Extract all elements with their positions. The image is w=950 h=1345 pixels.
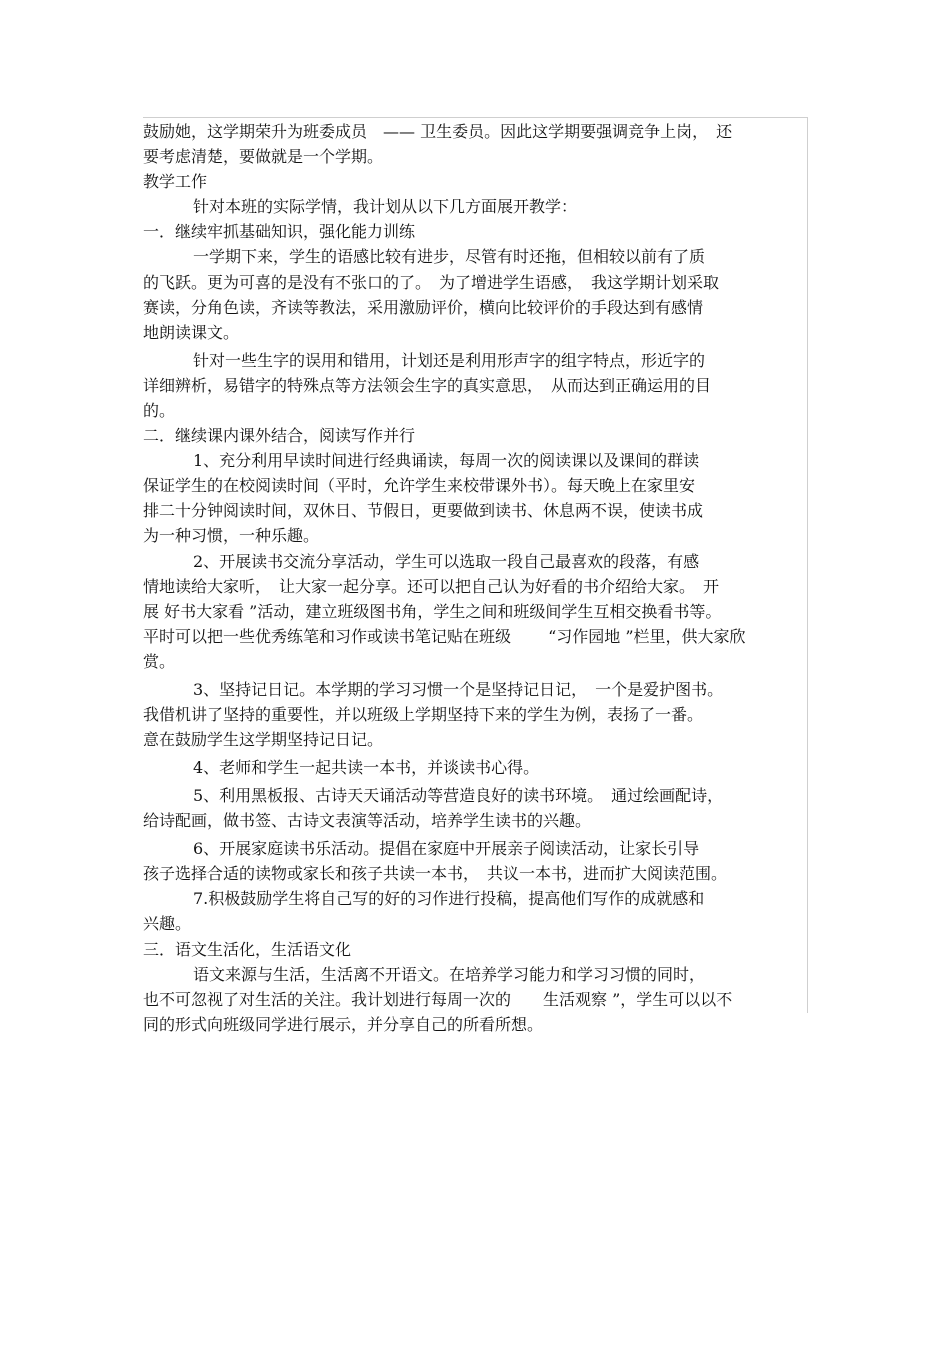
text-line: 赏。 xyxy=(143,651,176,671)
text-line: 3、坚持记日记。本学期的学习习惯一个是坚持记日记， 一个是爱护图书。 xyxy=(193,679,724,699)
text-line: 孩子选择合适的读物或家长和孩子共读一本书， 共议一本书，进而扩大阅读范围。 xyxy=(143,864,728,884)
text-line: 的飞跃。更为可喜的是没有不张口的了。 为了增进学生语感， 我这学期计划采取 xyxy=(143,272,720,292)
text-line: 鼓励她，这学期荣升为班委成员 —— 卫生委员。因此这学期要强调竞争上岗， 还 xyxy=(143,122,733,141)
text-line: 保证学生的在校阅读时间（平时，允许学生来校带课外书）。每天晚上在家里安 xyxy=(143,476,696,496)
text-line: 一学期下来，学生的语感比较有进步，尽管有时还拖，但相较以前有了质 xyxy=(193,247,706,267)
text-line: 平时可以把一些优秀练笔和习作或读书笔记贴在班级 “习作园地 ”栏里，供大家欣 xyxy=(143,626,746,646)
text-line: 意在鼓励学生这学期坚持记日记。 xyxy=(143,730,384,750)
text-line: 5、利用黑板报、古诗天天诵活动等营造良好的读书环境。 通过绘画配诗， xyxy=(193,786,724,806)
text-line: 情地读给大家听， 让大家一起分享。还可以把自己认为好看的书介绍给大家。 开 xyxy=(143,576,720,596)
text-line: 展 好书大家看 ”活动，建立班级图书角，学生之间和班级间学生互相交换看书等。 xyxy=(143,601,722,621)
text-line: 针对本班的实际学情，我计划从以下几方面展开教学： xyxy=(193,197,578,217)
text-line: 1、充分利用早读时间进行经典诵读，每周一次的阅读课以及课间的群读 xyxy=(193,451,700,471)
text-line: 2、开展读书交流分享活动，学生可以选取一段自己最喜欢的段落，有感 xyxy=(193,551,700,571)
page-border-top xyxy=(143,117,808,118)
text-line: 我借机讲了坚持的重要性，并以班级上学期坚持下来的学生为例，表扬了一番。 xyxy=(143,704,704,724)
text-line: 给诗配画，做书签、古诗文表演等活动，培养学生读书的兴趣。 xyxy=(143,811,592,831)
text-line: 要考虑清楚，要做就是一个学期。 xyxy=(143,147,384,167)
document-body xyxy=(143,119,807,1037)
page-border-right xyxy=(807,117,808,1013)
text-line: 二．继续课内课外结合，阅读写作并行 xyxy=(143,426,416,446)
text-line: 同的形式向班级同学进行展示，并分享自己的所看所想。 xyxy=(143,1014,544,1034)
text-line: 教学工作 xyxy=(143,172,208,192)
text-line: 4、老师和学生一起共读一本书，并谈读书心得。 xyxy=(193,758,540,778)
text-line: 为一种习惯，一种乐趣。 xyxy=(143,526,320,546)
text-line: 6、开展家庭读书乐活动。提倡在家庭中开展亲子阅读活动，让家长引导 xyxy=(193,839,700,859)
text-line: 也不可忽视了对生活的关注。我计划进行每周一次的 生活观察 ”，学生可以以不 xyxy=(143,989,733,1009)
text-line: 排二十分钟阅读时间，双休日、节假日，更要做到读书、休息两不误，使读书成 xyxy=(143,501,704,521)
text-line: 的。 xyxy=(143,400,176,420)
text-line: 一．继续牢抓基础知识，强化能力训练 xyxy=(143,222,416,242)
text-line: 7.积极鼓励学生将自己写的好的习作进行投稿，提高他们写作的成就感和 xyxy=(193,889,705,909)
text-line: 三．语文生活化，生活语文化 xyxy=(143,939,352,959)
text-line: 兴趣。 xyxy=(143,914,192,934)
text-line: 赛读，分角色读，齐读等教法，采用激励评价，横向比较评价的手段达到有感情 xyxy=(143,297,704,317)
text-line: 地朗读课文。 xyxy=(143,322,240,342)
text-line: 语文来源与生活，生活离不开语文。在培养学习能力和学习习惯的同时， xyxy=(193,964,706,984)
text-line: 针对一些生字的误用和错用，计划还是利用形声字的组字特点，形近字的 xyxy=(193,350,706,370)
text-line: 详细辨析，易错字的特殊点等方法领会生字的真实意思， 从而达到正确运用的目 xyxy=(143,375,712,395)
